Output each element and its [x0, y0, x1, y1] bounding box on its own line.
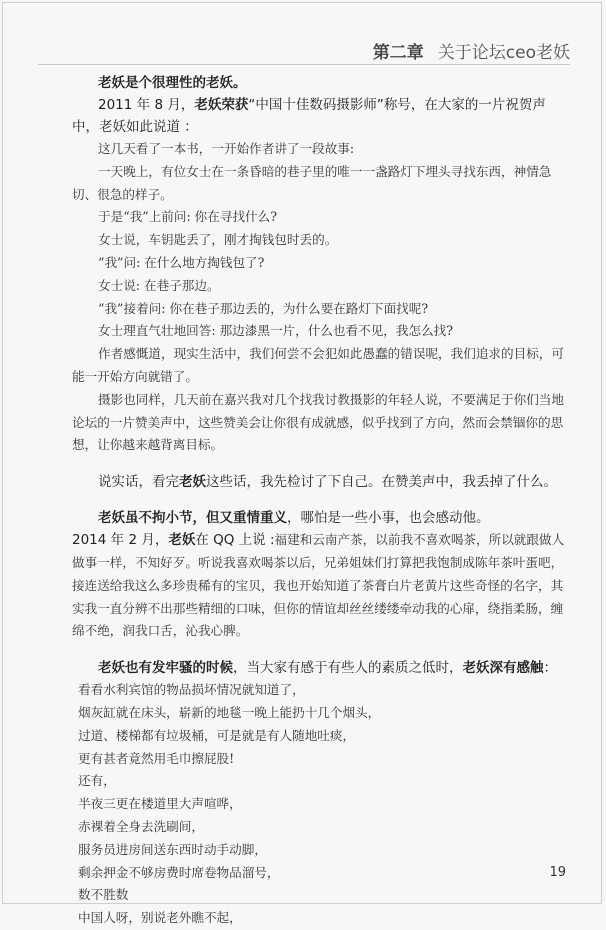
- date-text: 2014 年 2 月，: [72, 532, 169, 549]
- s4-heading-bold-2: 老妖深有感触: [462, 660, 544, 677]
- story-line: 作者感慨道，现实生活中，我们何尝不会犯如此愚蠢的错误呢，我们追求的目标，可能一开始方向就错了。: [72, 346, 564, 384]
- s2-bold: 老妖: [179, 474, 206, 491]
- story-line: 女士说: 在巷子那边。: [98, 277, 220, 293]
- section-heading-4: [72, 657, 572, 679]
- s2-text-c: 这些话，我先检讨了下自己。在赞美声中，我丢掉了什么。: [206, 474, 557, 491]
- s3-intro-text: 在 QQ 上说 :: [195, 532, 275, 549]
- running-header: [373, 38, 570, 63]
- story-line: 女士理直气壮地回答: 那边漆黑一片，什么也看不见，我怎么找?: [98, 323, 454, 339]
- intro-text: “中国十佳数码摄影师”称号，在大家的一片祝贺声中，老妖如此说道 ：: [72, 97, 546, 135]
- s3-heading-text: ，哪怕是一些小事，也会感动他。: [287, 510, 490, 527]
- poem-line: 过道、楼梯都有垃圾桶，可是就是有人随地吐痰，: [78, 727, 356, 743]
- poem-line: 看看水利宾馆的物品损坏情况就知道了，: [78, 682, 305, 698]
- section-heading-1: [72, 72, 572, 94]
- poem-line: 赤裸着全身去洗刷间，: [78, 818, 204, 834]
- story-line: 一天晚上，有位女士在一条昏暗的巷子里的唯一一盏路灯下埋头寻找东西，神情急切、很急的样子。: [72, 163, 552, 202]
- heading-text: 老妖是个很理性的老妖。: [98, 75, 247, 91]
- s2-text-a: 说实话，看完: [98, 474, 179, 491]
- poem-line: 还有，: [78, 773, 116, 789]
- story-quote: [72, 138, 572, 457]
- poem-line: 数不胜数: [78, 887, 129, 903]
- bold-text: 老妖荣获: [194, 97, 249, 113]
- chapter-label: 第二章: [372, 43, 424, 63]
- story-line: 这几天看了一本书，一开始作者讲了一段故事:: [98, 141, 355, 156]
- poem-line: 烟灰缸就在床头，崭新的地毯一晚上能扔十几个烟头，: [78, 704, 381, 720]
- s4-heading-colon: ：: [543, 660, 557, 677]
- s3-heading-bold: 老妖虽不拘小节，但又重情重义: [98, 510, 287, 527]
- section-2: [72, 471, 572, 493]
- story-line: 女士说，车钥匙丢了，刚才掏钱包时丢的。: [98, 232, 338, 248]
- section-heading-3: [72, 507, 572, 529]
- story-line: 摄影也同样，几天前在嘉兴我对几个找我讨教摄影的年轻人说，不要满足于你们当地论坛的一片赞美声中，这些赞美会让你很有成就感，似乎找到了方向，然而会禁锢你的思想，让你越来越背离目标。: [72, 391, 564, 453]
- story-line: “我”问: 在什么地方掏钱包了?: [98, 254, 265, 270]
- poem-line: 剩余押金不够房费时席卷物品溜号，: [78, 864, 280, 880]
- section-intro-3: [72, 532, 275, 548]
- s3-quote: 福建和云南产茶，以前我不喜欢喝茶，所以就跟做人做事一样，不知好歹。听说我喜欢喝茶以后，兄弟姐妹们打算把我饱制成陈年茶叶蛋吧，接连送给我这么多珍贵稀有的宝贝，我也开始知道了茶膏白片老黄片这些奇怪的名字，其实我一直分辨不出那些精细的口味，但你的情谊却丝丝缕缕牵动我的心扉，绕指柔肠，缠绵不绝，润我口舌，沁我心脾。: [72, 532, 565, 639]
- date-text: 2011 年 8 月，: [98, 97, 195, 113]
- poem-line: 服务员进房间送东西时动手动脚，: [78, 841, 267, 857]
- poem-line: 更有甚者竟然用毛巾擦屁股!: [78, 750, 235, 766]
- complaint-poem: [78, 679, 572, 930]
- header-rule: [38, 64, 570, 65]
- story-line: 于是“我”上前问: 你在寻找什么?: [98, 209, 277, 225]
- s4-heading-text: ，当大家有感于有些人的素质之低时，: [233, 660, 463, 677]
- page-body: [72, 72, 572, 930]
- section-intro-1: [72, 94, 572, 138]
- chapter-title: 关于论坛ceo老妖: [437, 43, 570, 63]
- s4-heading-bold: 老妖也有发牢骚的时候: [98, 660, 233, 677]
- s3-bold: 老妖: [168, 532, 196, 549]
- poem-line: 中国人呀，别说老外瞧不起，: [78, 910, 242, 926]
- poem-line: 半夜三更在楼道里大声喧哗，: [78, 796, 242, 812]
- page-number: 19: [549, 865, 566, 880]
- story-line: “我”接着问: 你在巷子那边丢的，为什么要在路灯下面找呢?: [98, 300, 429, 316]
